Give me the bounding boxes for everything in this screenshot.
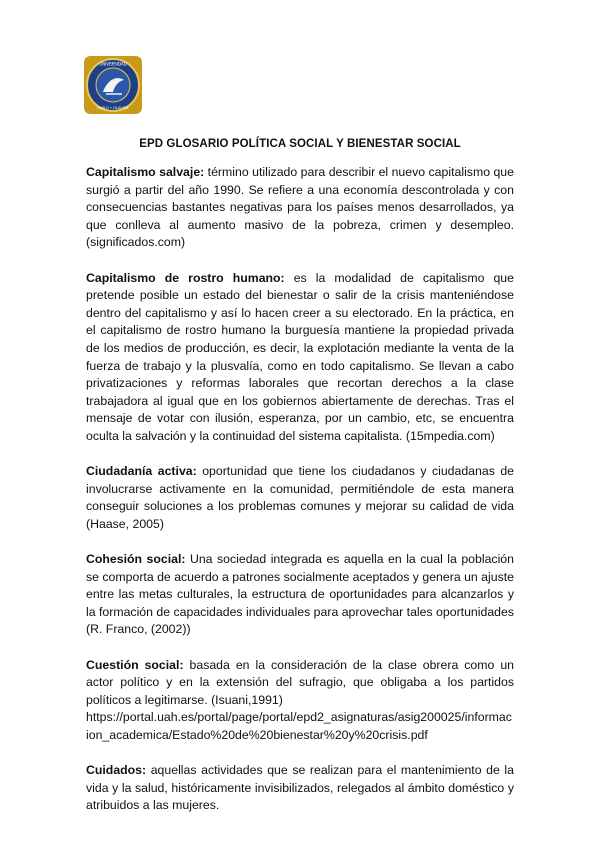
university-seal-logo — [84, 56, 142, 114]
entry-definition: término utilizado para describir el nuevo capitalismo que surgió a partir del año 1990. Se refiere a una economía descontrolada y con consecuencias bastantes negativas para los países menos desarrollados, ya que conlleva al aumento masivo de la pobreza, crimen y desempleo. (significados.com) — [86, 165, 514, 250]
glossary-entry-cuidados — [86, 762, 514, 815]
entry-definition: Una sociedad integrada es aquella en la cual la población se comporta de acuerdo a patrones socialmente aceptados y genera un ajuste entre las metas culturales, la estructura de oportunidades para alcanzarlos y la formación de capacidades individuales para aprovechar tales oportunidades (R. Franco, (2002)) — [86, 552, 514, 637]
entry-definition: basada en la consideración de la clase obrera como un actor político y en la extensión del sufragio, que obligaba a los partidos políticos a legitimarse. (Isuani,1991) — [86, 657, 514, 707]
entry-term: Cohesión social: — [86, 552, 186, 567]
glossary-entry-ciudadania-activa — [86, 463, 514, 533]
glossary-entry-capitalismo-salvaje — [86, 164, 514, 252]
entry-term: Capitalismo salvaje: — [86, 165, 205, 179]
entry-term: Ciudadanía activa: — [86, 464, 197, 479]
entry-definition: es la modalidad de capitalismo que pretende posible un estado del bienestar o salir de la crisis manteniéndose dentro del capitalismo y así lo hacen creer a su electorado. En la práctica, en el capitalismo de rostro humano la burguesía mantiene la propiedad privada de los medios de producción, es decir, la explotación mediante la venta de la fuerza de trabajo y la plusvalía, como en todo capitalismo. Se llevan a cabo privatizaciones y reformas laborales que recortan derechos a la clase trabajadora al igual que en los gobiernos abiertamente de derechas. Tras el mensaje de votar con ilusión, esperanza, por un cambio, etc, se encuentra oculta la salvación y la continuidad del sistema capitalista. (15mpedia.com) — [86, 270, 514, 443]
svg-text:PABLO • OLAVIDE: PABLO • OLAVIDE — [97, 106, 129, 110]
glossary-entry-cuestion-social — [86, 657, 514, 745]
svg-text:UNIVERSIDAD: UNIVERSIDAD — [99, 61, 127, 67]
glossary-entries — [86, 164, 514, 833]
entry-term: Capitalismo de rostro humano: — [86, 270, 285, 285]
glossary-entry-cohesion-social — [86, 551, 514, 639]
entry-source-link[interactable]: https://portal.uah.es/portal/page/portal/epd2_asignaturas/asig200025/informacion_academica/Estado%20de%20bienestar%20y%20crisis.pdf — [86, 710, 512, 742]
document-title: EPD GLOSARIO POLÍTICA SOCIAL Y BIENESTAR SOCIAL — [139, 138, 461, 150]
entry-term: Cuestión social: — [86, 657, 184, 672]
entry-definition: aquellas actividades que se realizan para el mantenimiento de la vida y la salud, históricamente invisibilizados, relegados al ámbito doméstico y atribuidos a las mujeres. — [86, 763, 514, 813]
entry-definition: oportunidad que tiene los ciudadanos y ciudadanas de involucrarse activamente en la comunidad, permitiéndole de esta manera conseguir soluciones a los problemas comunes y mejorar su calidad de vida (Haase, 2005) — [86, 464, 514, 531]
glossary-entry-capitalismo-rostro-humano — [86, 270, 514, 446]
entry-term: Cuidados: — [86, 763, 147, 778]
